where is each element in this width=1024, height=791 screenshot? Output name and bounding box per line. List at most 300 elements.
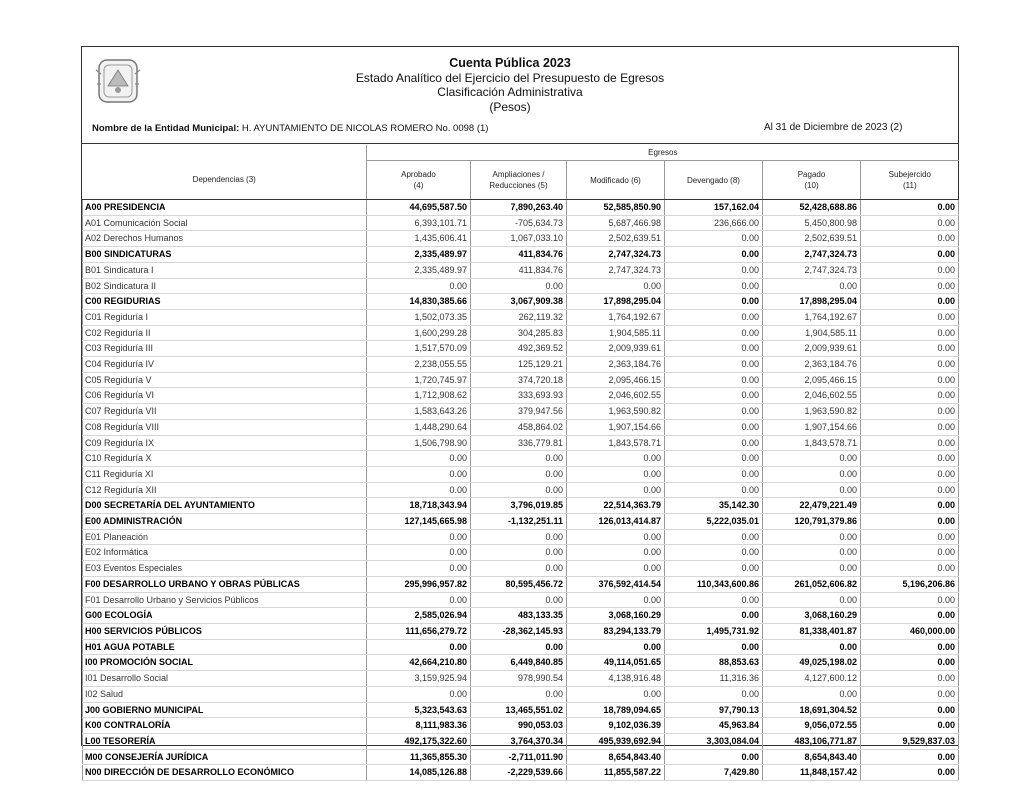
amount-cell: 1,764,192.67 (763, 309, 861, 325)
amount-cell: 1,720,745.97 (367, 372, 471, 388)
amount-cell: 1,963,590.82 (763, 404, 861, 420)
amount-cell: 0.00 (471, 466, 567, 482)
amount-cell: 0.00 (471, 639, 567, 655)
amount-cell: 0.00 (665, 639, 763, 655)
amount-cell: 0.00 (665, 451, 763, 467)
amount-cell: 1,495,731.92 (665, 623, 763, 639)
table-row (83, 451, 959, 467)
amount-cell: -1,132,251.11 (471, 514, 567, 530)
amount-cell: 1,435,606.41 (367, 231, 471, 247)
entity-line (92, 123, 488, 134)
table-row (83, 749, 959, 765)
amount-cell: 0.00 (665, 404, 763, 420)
amount-cell: 11,855,587.22 (567, 765, 665, 781)
amount-cell: 376,592,414.54 (567, 576, 665, 592)
table-row (83, 388, 959, 404)
amount-cell: 80,595,456.72 (471, 576, 567, 592)
amount-cell: 0.00 (471, 451, 567, 467)
amount-cell: 0.00 (367, 592, 471, 608)
dependency-name: M00 CONSEJERÍA JURÍDICA (83, 749, 367, 765)
amount-cell: 0.00 (665, 686, 763, 702)
amount-cell: 460,000.00 (861, 623, 959, 639)
amount-cell: 0.00 (861, 561, 959, 577)
table-row (83, 247, 959, 263)
amount-cell: 483,106,771.87 (763, 733, 861, 749)
amount-cell: 0.00 (367, 639, 471, 655)
dependency-name: I00 PROMOCIÓN SOCIAL (83, 655, 367, 671)
amount-cell: 3,067,909.38 (471, 294, 567, 310)
amount-cell: 17,898,295.04 (567, 294, 665, 310)
amount-cell: 0.00 (471, 529, 567, 545)
amount-cell: 83,294,133.79 (567, 623, 665, 639)
amount-cell: 3,303,084.04 (665, 733, 763, 749)
amount-cell: 22,479,221.49 (763, 498, 861, 514)
amount-cell: 0.00 (367, 561, 471, 577)
amount-cell: 3,159,925.94 (367, 671, 471, 687)
amount-cell: 261,052,606.82 (763, 576, 861, 592)
amount-cell: 0.00 (367, 529, 471, 545)
amount-cell: 0.00 (665, 294, 763, 310)
amount-cell: 52,585,850.90 (567, 200, 665, 216)
amount-cell: 4,138,916.48 (567, 671, 665, 687)
amount-cell: 2,747,324.73 (567, 247, 665, 263)
dependency-name: I01 Desarrollo Social (83, 671, 367, 687)
amount-cell: 0.00 (861, 357, 959, 373)
amount-cell: 1,843,578.71 (763, 435, 861, 451)
amount-cell: 0.00 (665, 278, 763, 294)
amount-cell: 42,664,210.80 (367, 655, 471, 671)
amount-cell: 0.00 (763, 592, 861, 608)
report-classification: Clasificación Administrativa (437, 85, 583, 99)
amount-cell: 1,904,585.11 (763, 325, 861, 341)
amount-cell: 97,790.13 (665, 702, 763, 718)
amount-cell: 5,323,543.63 (367, 702, 471, 718)
dependency-name: D00 SECRETARÍA DEL AYUNTAMIENTO (83, 498, 367, 514)
amount-cell: 0.00 (861, 545, 959, 561)
amount-cell: 120,791,379.86 (763, 514, 861, 530)
amount-cell: 0.00 (861, 498, 959, 514)
amount-cell: 492,369.52 (471, 341, 567, 357)
amount-cell: 2,046,602.55 (763, 388, 861, 404)
amount-cell: 0.00 (861, 655, 959, 671)
amount-cell: 0.00 (567, 545, 665, 561)
dependency-name: H00 SERVICIOS PÚBLICOS (83, 623, 367, 639)
dependency-name: C00 REGIDURIAS (83, 294, 367, 310)
amount-cell: 0.00 (567, 466, 665, 482)
report-titles (160, 56, 860, 114)
amount-cell: 110,343,600.86 (665, 576, 763, 592)
amount-cell: 0.00 (763, 451, 861, 467)
amount-cell: 8,111,983.36 (367, 718, 471, 734)
amount-cell: 0.00 (861, 529, 959, 545)
dependency-name: E03 Eventos Especiales (83, 561, 367, 577)
amount-cell: 0.00 (665, 341, 763, 357)
dependency-name: C06 Regiduría VI (83, 388, 367, 404)
column-header-line2: (10) (804, 181, 819, 190)
amount-cell: -705,634.73 (471, 215, 567, 231)
amount-cell: 9,056,072.55 (763, 718, 861, 734)
dependency-name: C08 Regiduría VIII (83, 419, 367, 435)
amount-cell: 0.00 (665, 749, 763, 765)
amount-cell: 0.00 (763, 466, 861, 482)
amount-cell: 3,068,160.29 (763, 608, 861, 624)
amount-cell: 0.00 (861, 200, 959, 216)
amount-cell: 0.00 (861, 294, 959, 310)
table-row (83, 623, 959, 639)
amount-cell: 492,175,322.60 (367, 733, 471, 749)
amount-cell: 2,747,324.73 (763, 247, 861, 263)
column-header-line1: Ampliaciones / (492, 170, 545, 179)
amount-cell: 13,465,551.02 (471, 702, 567, 718)
amount-cell: 5,450,800.98 (763, 215, 861, 231)
dependency-name: I02 Salud (83, 686, 367, 702)
amount-cell: 0.00 (367, 686, 471, 702)
amount-cell: 2,046,602.55 (567, 388, 665, 404)
dependency-name: B02 Sindicatura II (83, 278, 367, 294)
amount-cell: 6,393,101.71 (367, 215, 471, 231)
column-header (763, 161, 861, 200)
dependency-name: C10 Regiduría X (83, 451, 367, 467)
amount-cell: 0.00 (861, 278, 959, 294)
amount-cell: 0.00 (567, 451, 665, 467)
amount-cell: 0.00 (763, 529, 861, 545)
amount-cell: 0.00 (567, 592, 665, 608)
amount-cell: 0.00 (861, 749, 959, 765)
amount-cell: 411,834.76 (471, 262, 567, 278)
amount-cell: 0.00 (861, 262, 959, 278)
amount-cell: 5,687,466.98 (567, 215, 665, 231)
table-row (83, 278, 959, 294)
amount-cell: 0.00 (665, 309, 763, 325)
amount-cell: 0.00 (567, 639, 665, 655)
amount-cell: 0.00 (861, 718, 959, 734)
amount-cell: 52,428,688.86 (763, 200, 861, 216)
column-header (665, 161, 763, 200)
amount-cell: 0.00 (665, 231, 763, 247)
amount-cell: 14,085,126.88 (367, 765, 471, 781)
amount-cell: 2,335,489.97 (367, 247, 471, 263)
amount-cell: 7,890,263.40 (471, 200, 567, 216)
amount-cell: 1,904,585.11 (567, 325, 665, 341)
amount-cell: 0.00 (861, 435, 959, 451)
amount-cell: 126,013,414.87 (567, 514, 665, 530)
amount-cell: 2,502,639.51 (763, 231, 861, 247)
entity-label: Nombre de la Entidad Municipal: (92, 123, 240, 134)
amount-cell: 0.00 (567, 686, 665, 702)
amount-cell: 2,363,184.76 (763, 357, 861, 373)
amount-cell: 0.00 (861, 482, 959, 498)
table-row (83, 325, 959, 341)
table-row (83, 498, 959, 514)
amount-cell: 127,145,665.98 (367, 514, 471, 530)
table-row (83, 341, 959, 357)
amount-cell: 8,654,843.40 (763, 749, 861, 765)
amount-cell: 0.00 (861, 671, 959, 687)
amount-cell: 0.00 (367, 466, 471, 482)
column-header (83, 161, 367, 200)
dependency-name: K00 CONTRALORÍA (83, 718, 367, 734)
table-row (83, 655, 959, 671)
amount-cell: 0.00 (861, 702, 959, 718)
column-header-line2: Reducciones (5) (489, 181, 548, 190)
table-row (83, 435, 959, 451)
amount-cell: 4,127,600.12 (763, 671, 861, 687)
amount-cell: 11,365,855.30 (367, 749, 471, 765)
amount-cell: 3,796,019.85 (471, 498, 567, 514)
dependency-name: A00 PRESIDENCIA (83, 200, 367, 216)
amount-cell: 0.00 (665, 325, 763, 341)
amount-cell: 157,162.04 (665, 200, 763, 216)
amount-cell: 125,129.21 (471, 357, 567, 373)
report-subtitle: Estado Analítico del Ejercicio del Presupuesto de Egresos (355, 70, 665, 85)
amount-cell: 483,133.35 (471, 608, 567, 624)
column-header-line1: Dependencias (3) (192, 175, 256, 185)
amount-cell: 495,939,692.94 (567, 733, 665, 749)
dependency-name: B01 Sindicatura I (83, 262, 367, 278)
amount-cell: 0.00 (861, 686, 959, 702)
amount-cell: 0.00 (763, 639, 861, 655)
amount-cell: 18,691,304.52 (763, 702, 861, 718)
dependency-name: A02 Derechos Humanos (83, 231, 367, 247)
amount-cell: 411,834.76 (471, 247, 567, 263)
amount-cell: 1,067,033.10 (471, 231, 567, 247)
amount-cell: 336,779.81 (471, 435, 567, 451)
dependency-name: C01 Regiduría I (83, 309, 367, 325)
amount-cell: 458,864.02 (471, 419, 567, 435)
amount-cell: 49,114,051.65 (567, 655, 665, 671)
amount-cell: 0.00 (861, 309, 959, 325)
amount-cell: 0.00 (861, 247, 959, 263)
amount-cell: 2,502,639.51 (567, 231, 665, 247)
report-title: Cuenta Pública 2023 (449, 56, 571, 70)
table-row (83, 545, 959, 561)
amount-cell: 0.00 (861, 404, 959, 420)
column-header (367, 161, 471, 200)
amount-cell: 990,053.03 (471, 718, 567, 734)
dependency-name: N00 DIRECCIÓN DE DESARROLLO ECONÓMICO (83, 765, 367, 781)
amount-cell: 18,718,343.94 (367, 498, 471, 514)
amount-cell: -28,362,145.93 (471, 623, 567, 639)
amount-cell: 0.00 (861, 215, 959, 231)
column-header-line1: Aprobado (401, 170, 436, 179)
table-row (83, 231, 959, 247)
dependency-name: A01 Comunicación Social (83, 215, 367, 231)
dependency-name: E00 ADMINISTRACIÓN (83, 514, 367, 530)
table-row (83, 372, 959, 388)
amount-cell: 0.00 (861, 451, 959, 467)
amount-cell: 0.00 (567, 482, 665, 498)
table-row (83, 608, 959, 624)
table-row (83, 404, 959, 420)
amount-cell: 262,119.32 (471, 309, 567, 325)
amount-cell: 0.00 (861, 419, 959, 435)
amount-cell: 0.00 (665, 388, 763, 404)
amount-cell: 111,656,279.72 (367, 623, 471, 639)
amount-cell: 1,506,798.90 (367, 435, 471, 451)
report-date: Al 31 de Diciembre de 2023 (2) (764, 122, 903, 133)
amount-cell: 9,529,837.03 (861, 733, 959, 749)
amount-cell: 9,102,036.39 (567, 718, 665, 734)
amount-cell: 2,238,055.55 (367, 357, 471, 373)
table-row (83, 671, 959, 687)
dependency-name: L00 TESORERÍA (83, 733, 367, 749)
amount-cell: 0.00 (665, 262, 763, 278)
column-header-line1: Modificado (6) (590, 175, 641, 185)
amount-cell: 978,990.54 (471, 671, 567, 687)
amount-cell: 0.00 (665, 482, 763, 498)
dependency-name: C02 Regiduría II (83, 325, 367, 341)
table-row (83, 357, 959, 373)
amount-cell: 0.00 (763, 482, 861, 498)
table-row (83, 686, 959, 702)
table-row (83, 702, 959, 718)
amount-cell: 0.00 (471, 592, 567, 608)
table-row (83, 561, 959, 577)
table-row (83, 309, 959, 325)
amount-cell: 0.00 (665, 592, 763, 608)
amount-cell: 0.00 (861, 765, 959, 781)
amount-cell: 0.00 (471, 686, 567, 702)
amount-cell: 0.00 (665, 247, 763, 263)
amount-cell: -2,229,539.66 (471, 765, 567, 781)
amount-cell: 374,720.18 (471, 372, 567, 388)
column-header (861, 161, 959, 200)
report-units: (Pesos) (489, 99, 531, 114)
amount-cell: 0.00 (763, 561, 861, 577)
amount-cell: 1,448,290.64 (367, 419, 471, 435)
amount-cell: 0.00 (665, 561, 763, 577)
table-row (83, 529, 959, 545)
amount-cell: 0.00 (567, 278, 665, 294)
table-row (83, 215, 959, 231)
amount-cell: 0.00 (763, 686, 861, 702)
dependency-name: C09 Regiduría IX (83, 435, 367, 451)
table-row (83, 482, 959, 498)
amount-cell: 49,025,198.02 (763, 655, 861, 671)
amount-cell: 0.00 (367, 482, 471, 498)
amount-cell: 333,693.93 (471, 388, 567, 404)
column-header-line1: Subejercido (888, 170, 931, 179)
amount-cell: 379,947.56 (471, 404, 567, 420)
amount-cell: 5,196,206.86 (861, 576, 959, 592)
amount-cell: 0.00 (471, 561, 567, 577)
amount-cell: 2,747,324.73 (763, 262, 861, 278)
amount-cell: 2,363,184.76 (567, 357, 665, 373)
amount-cell: 0.00 (665, 419, 763, 435)
amount-cell: 0.00 (861, 372, 959, 388)
amount-cell: 11,316.36 (665, 671, 763, 687)
amount-cell: 2,095,466.15 (567, 372, 665, 388)
amount-cell: 0.00 (861, 341, 959, 357)
amount-cell: 7,429.80 (665, 765, 763, 781)
dependency-name: B00 SINDICATURAS (83, 247, 367, 263)
amount-cell: 0.00 (367, 451, 471, 467)
amount-cell: 0.00 (367, 278, 471, 294)
amount-cell: 14,830,385.66 (367, 294, 471, 310)
dependency-name: F00 DESARROLLO URBANO Y OBRAS PÚBLICAS (83, 576, 367, 592)
table-row (83, 514, 959, 530)
table-row (83, 200, 959, 216)
table-row (83, 466, 959, 482)
table-row (83, 733, 959, 749)
amount-cell: 1,583,643.26 (367, 404, 471, 420)
amount-cell: -2,711,011.90 (471, 749, 567, 765)
amount-cell: 0.00 (861, 466, 959, 482)
amount-cell: 5,222,035.01 (665, 514, 763, 530)
amount-cell: 0.00 (861, 514, 959, 530)
amount-cell: 0.00 (861, 231, 959, 247)
amount-cell: 1,712,908.62 (367, 388, 471, 404)
amount-cell: 44,695,587.50 (367, 200, 471, 216)
amount-cell: 1,502,073.35 (367, 309, 471, 325)
amount-cell: 304,285.83 (471, 325, 567, 341)
amount-cell: 0.00 (861, 608, 959, 624)
table-row (83, 639, 959, 655)
table-row (83, 419, 959, 435)
amount-cell: 2,095,466.15 (763, 372, 861, 388)
dependency-name: H01 AGUA POTABLE (83, 639, 367, 655)
amount-cell: 1,963,590.82 (567, 404, 665, 420)
amount-cell: 11,848,157.42 (763, 765, 861, 781)
column-header-line2: (4) (413, 181, 424, 190)
dependency-name: C11 Regiduría XI (83, 466, 367, 482)
table-row (83, 718, 959, 734)
amount-cell: 0.00 (471, 545, 567, 561)
dependency-name: E01 Planeación (83, 529, 367, 545)
amount-cell: 0.00 (861, 325, 959, 341)
dependency-name: C04 Regiduría IV (83, 357, 367, 373)
amount-cell: 1,764,192.67 (567, 309, 665, 325)
amount-cell: 1,600,299.28 (367, 325, 471, 341)
amount-cell: 3,068,160.29 (567, 608, 665, 624)
amount-cell: 0.00 (665, 372, 763, 388)
header-spacer (83, 145, 367, 161)
amount-cell: 2,009,939.61 (763, 341, 861, 357)
column-header (471, 161, 567, 200)
amount-cell: 0.00 (665, 466, 763, 482)
amount-cell: 6,449,840.85 (471, 655, 567, 671)
amount-cell: 17,898,295.04 (763, 294, 861, 310)
header-separator (82, 143, 958, 144)
amount-cell: 45,963.84 (665, 718, 763, 734)
municipal-seal-icon (93, 56, 143, 106)
amount-cell: 0.00 (471, 278, 567, 294)
amount-cell: 22,514,363.79 (567, 498, 665, 514)
amount-cell: 0.00 (665, 608, 763, 624)
amount-cell: 35,142.30 (665, 498, 763, 514)
amount-cell: 8,654,843.40 (567, 749, 665, 765)
amount-cell: 0.00 (763, 545, 861, 561)
amount-cell: 295,996,957.82 (367, 576, 471, 592)
amount-cell: 0.00 (367, 545, 471, 561)
amount-cell: 0.00 (861, 592, 959, 608)
amount-cell: 0.00 (665, 357, 763, 373)
amount-cell: 88,853.63 (665, 655, 763, 671)
table-row (83, 765, 959, 781)
column-header-line1: Devengado (8) (687, 175, 740, 185)
dependency-name: C05 Regiduría V (83, 372, 367, 388)
column-header-line2: (11) (902, 181, 917, 190)
amount-cell: 2,585,026.94 (367, 608, 471, 624)
budget-table (82, 145, 959, 781)
amount-cell: 1,907,154.66 (567, 419, 665, 435)
amount-cell: 2,009,939.61 (567, 341, 665, 357)
dependency-name: F01 Desarrollo Urbano y Servicios Públicos (83, 592, 367, 608)
amount-cell: 0.00 (861, 639, 959, 655)
amount-cell: 0.00 (861, 388, 959, 404)
amount-cell: 0.00 (665, 545, 763, 561)
table-row (83, 592, 959, 608)
